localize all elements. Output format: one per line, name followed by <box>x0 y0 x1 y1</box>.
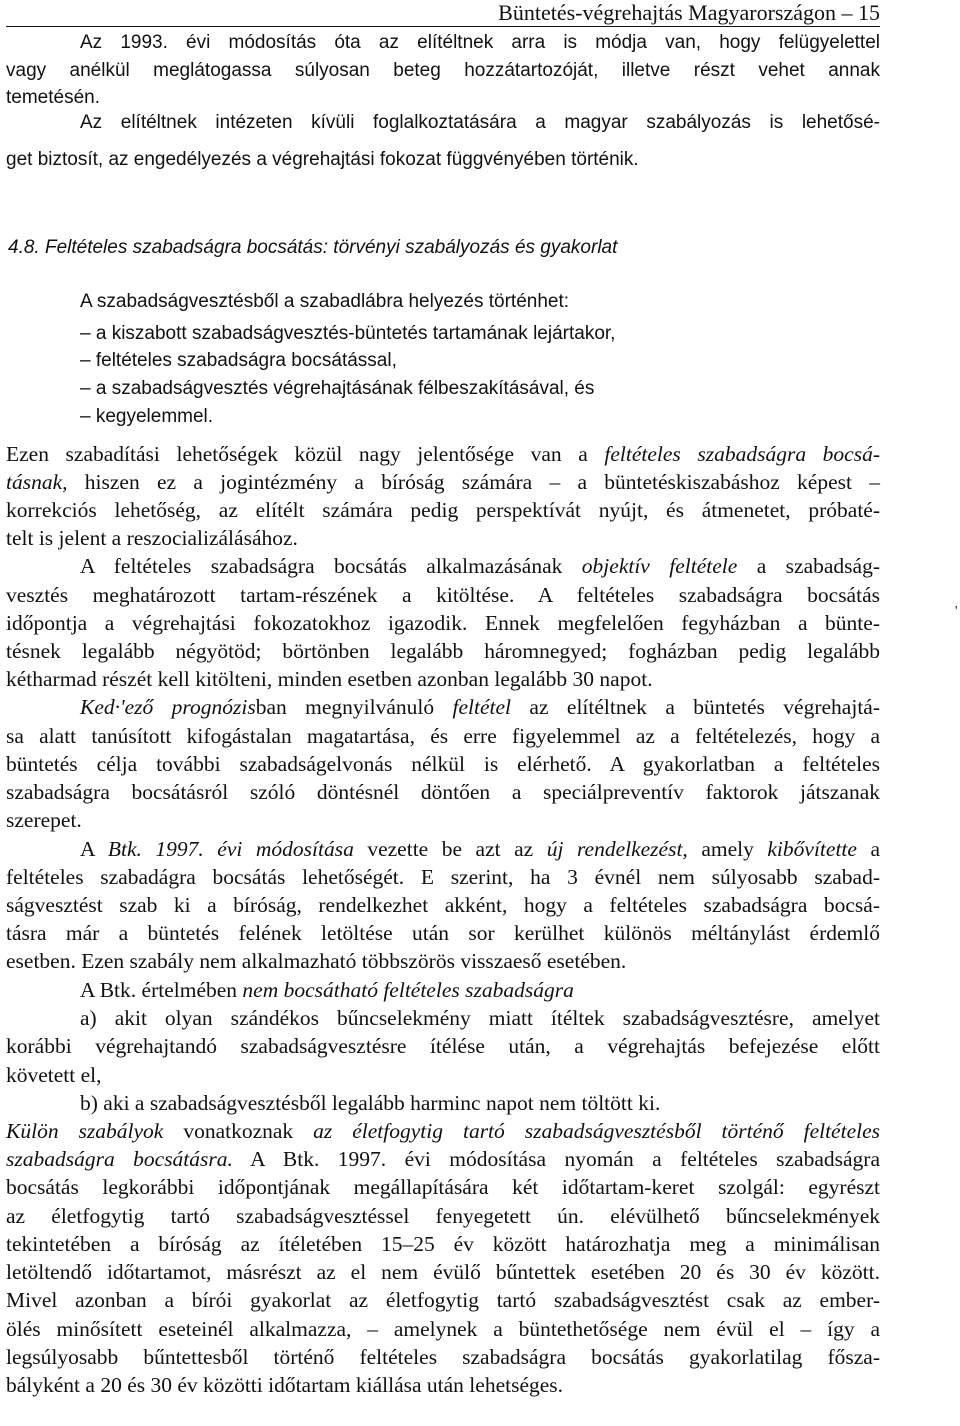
text-line <box>6 1118 880 1144</box>
text-line <box>6 1062 880 1088</box>
text-line <box>80 694 880 720</box>
text-line <box>6 1287 880 1313</box>
italic-span: kibővítette <box>767 837 857 861</box>
text-line <box>6 948 880 974</box>
text-span: – a szabadságvesztés végrehajtásának félbeszakításával, és <box>80 378 595 399</box>
text-span: a) akit olyan szándékos bűncselekmény miatt ítéltek szabadságvesztésre, amelyet <box>80 1006 880 1030</box>
text-line <box>6 610 880 636</box>
text-line <box>80 836 880 862</box>
text-span: temetésén. <box>6 87 100 108</box>
text-span: feltételes szabadágra bocsátás lehetőségét. E szerint, ha 3 évnél nem súlyosabb szabad- <box>6 865 880 889</box>
text-span: az életfogytig tartó szabadságvesztéssel fenyegetett ún. elévülhető bűncselekmények <box>6 1204 880 1228</box>
text-span: Az 1993. évi módosítás óta az elítéltnek arra is módja van, hogy felügyelettel <box>80 32 880 53</box>
italic-span: objektív feltétele <box>581 554 738 578</box>
text-span: szerepet. <box>6 808 82 832</box>
text-line <box>6 779 880 805</box>
text-span: tásra már a büntetés felének letöltése után sor kerülhet különös méltánylást érdemlő <box>6 921 880 945</box>
text-line <box>80 321 880 347</box>
text-line <box>6 1203 880 1229</box>
text-line <box>80 376 880 402</box>
text-span: legsúlyosabb bűntettesből történő feltételes szabadságra bocsátás gyakorlatilag fősza- <box>6 1345 880 1369</box>
text-span: A szabadságvesztésből a szabadlábra helyezés történhet: <box>80 291 570 312</box>
text-line <box>80 348 880 374</box>
text-line <box>6 864 880 890</box>
text-span: vezette be azt az <box>353 837 547 861</box>
text-line <box>6 525 880 551</box>
text-span: telt is jelent a reszocializálásához. <box>6 526 298 550</box>
italic-span: 4.8. Feltételes szabadságra bocsátás: törvényi szabályozás és gyakorlat <box>8 237 618 258</box>
italic-span: az életfogytig tartó szabadságvesztésből történő feltételes <box>313 1119 881 1143</box>
text-span: büntetés célja további szabadságelvonás nélkül is elérhető. A gyakorlatban a feltételes <box>6 752 880 776</box>
text-span: vagy anélkül meglátogassa súlyosan beteg hozzátartozóját, illetve részt vehet annak <box>6 60 880 81</box>
text-line <box>6 1259 880 1285</box>
text-span: kétharmad részét kell kitölteni, minden esetben azonban legalább 30 napot. <box>6 667 653 691</box>
text-line <box>6 807 880 833</box>
text-span: Az elítéltnek intézeten kívüli foglalkoztatására a magyar szabályozás is lehetősé- <box>80 112 880 133</box>
text-line <box>80 977 880 1003</box>
text-line <box>8 235 868 261</box>
text-span: korábbi végrehajtandó szabadságvesztésre ítélése után, a végrehajtás befejezése előtt <box>6 1034 880 1058</box>
text-span: tekintetében a bíróság az ítéletében 15–25 év között határozhatja meg a minimálisan <box>6 1232 880 1256</box>
text-line <box>80 1005 880 1031</box>
text-line <box>80 404 880 430</box>
text-line <box>6 751 880 777</box>
italic-span: Külön szabályok <box>6 1119 164 1143</box>
text-line <box>6 58 880 84</box>
text-line <box>80 30 880 56</box>
italic-span: szabadságra bocsátásra. <box>6 1147 233 1171</box>
text-span: esetben. Ezen szabály nem alkalmazható többszörös visszaeső esetében. <box>6 949 627 973</box>
text-span: A <box>80 837 108 861</box>
text-span: bályként a 20 és 30 év közötti időtartam kiállása után lehetséges. <box>6 1373 564 1397</box>
text-span: b) aki a szabadságvesztésből legalább harminc napot nem töltött ki. <box>80 1091 661 1115</box>
text-line <box>6 920 880 946</box>
text-span: letöltendő időtartamot, másrészt az el nem évülő bűntettek esetében 20 és 30 év között. <box>6 1260 880 1284</box>
text-span: szabadságra bocsátásról szóló döntésnél döntően a speciálpreventív faktorok játszanak <box>6 780 880 804</box>
text-line <box>6 1372 880 1398</box>
text-line <box>80 289 880 315</box>
text-span: – a kiszabott szabadságvesztés-büntetés tartamának lejártakor, <box>80 323 616 344</box>
text-span: az elítéltnek a büntetés végrehajtá- <box>511 695 880 719</box>
text-line <box>6 1316 880 1342</box>
text-span: követett el, <box>6 1063 102 1087</box>
text-line <box>6 1146 880 1172</box>
italic-span: feltételes szabadságra bocsá- <box>604 442 880 466</box>
stray-mark: ' <box>955 604 958 619</box>
text-span: vonatkoznak <box>163 1119 314 1143</box>
text-span: bocsátás legkorábbi időpontjának megállapítására két időtartam-keret szolgál: egyrészt <box>6 1175 880 1199</box>
text-span: A feltételes szabadságra bocsátás alkalmazásának <box>80 554 582 578</box>
text-span: ban megnyilvánuló <box>255 695 453 719</box>
italic-span: Btk. 1997. évi módosítása <box>107 837 354 861</box>
text-span: A Btk. 1997. évi módosítása nyomán a feltételes szabadságra <box>232 1147 880 1171</box>
text-line <box>6 85 406 111</box>
text-line <box>6 892 880 918</box>
italic-span: nem bocsátható feltételes szabadságra <box>242 978 574 1002</box>
text-line <box>6 723 880 749</box>
italic-span: Ked·'ező prognózis <box>80 695 256 719</box>
text-line <box>6 1033 880 1059</box>
text-line <box>80 553 880 579</box>
text-span: Ezen szabadítási lehetőségek közül nagy jelentősége van a <box>6 442 605 466</box>
italic-span: feltétel <box>452 695 512 719</box>
text-span: ölés minősített eseteinél alkalmazza, – amelynek a büntethetősége nem évül el – így a <box>6 1317 880 1341</box>
text-span: vesztés meghatározott tartam-részének a kitöltése. A feltételes szabadságra bocsátás <box>6 583 880 607</box>
text-span: tésnek legalább négyötöd; börtönben legalább háromnegyed; fogházban pedig legalább <box>6 639 880 663</box>
italic-span: tásnak, <box>6 470 68 494</box>
text-line <box>80 1090 880 1116</box>
text-line <box>6 1174 880 1200</box>
running-header: Büntetés-végrehajtás Magyarországon – 15 <box>6 0 880 27</box>
text-span: A Btk. értelmében <box>80 978 243 1002</box>
text-span: a <box>856 837 880 861</box>
text-span: – kegyelemmel. <box>80 406 214 427</box>
text-span: get biztosít, az engedélyezés a végrehajtási fokozat függvényében történik. <box>6 149 639 170</box>
text-line <box>6 441 880 467</box>
text-span: korrekciós lehetőség, az elítélt számára pedig perspektívát nyújt, és átmenetet, próbaté- <box>6 498 880 522</box>
text-span: – feltételes szabadságra bocsátással, <box>80 350 397 371</box>
text-line <box>6 582 880 608</box>
text-line <box>6 469 880 495</box>
text-span: a szabadság- <box>737 554 881 578</box>
text-line <box>6 638 880 664</box>
text-span: Mivel azonban a bírói gyakorlat az életfogytig tartó szabadságvesztést csak az ember- <box>6 1288 880 1312</box>
text-span: időpontja a végrehajtási fokozatokhoz igazodik. Ennek megfelelően fegyházban a bünte- <box>6 611 880 635</box>
text-line <box>6 666 880 692</box>
text-span: ságvesztést szab ki a bíróság, rendelkezhet akként, hogy a feltételes szabadságra bocsá- <box>6 893 880 917</box>
text-line <box>6 147 806 173</box>
text-line <box>6 1231 880 1257</box>
italic-span: új rendelkezést, <box>546 837 688 861</box>
text-line <box>6 1344 880 1370</box>
text-line <box>80 110 880 136</box>
text-line <box>6 497 880 523</box>
text-span: amely <box>687 837 768 861</box>
text-span: hiszen ez a jogintézmény a bíróság számára – a büntetéskiszabáshoz képest – <box>67 470 880 494</box>
text-span: sa alatt tanúsított kifogástalan magatartása, és erre figyelemmel az a feltételezés, hogy a <box>6 724 880 748</box>
